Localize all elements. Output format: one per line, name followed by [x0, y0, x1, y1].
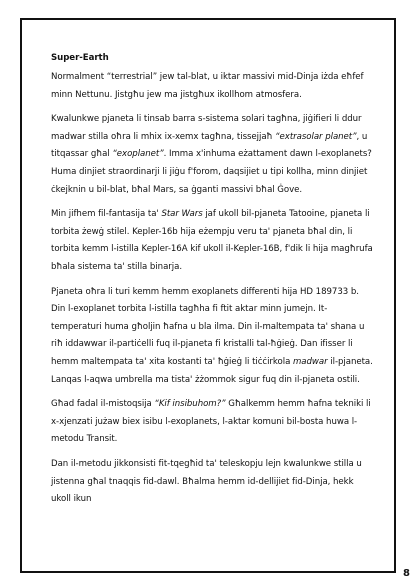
paragraph-question: [51, 396, 373, 449]
page-frame: [20, 18, 396, 573]
paragraph-definition: [51, 69, 373, 104]
paragraph-text: Normalment “terrestrial” jew tal-blat, u iktar massivi mid-Dinja iżda eħfef minn Nettunu. Jistgħu jew ma jistgħux ikollhom atmosfera.: [51, 72, 364, 100]
text-span: , u titqassar għal: [51, 131, 368, 160]
paragraph-text: Dan il-metodu jikkonsisti fit-tqegħid ta' teleskopju lejn kwalunkwe stilla u jistenna għal tnaqqis fid-dawl. Bħalma hemm id-dellijiet fid-Dinja, hekk ukoll ikun: [51, 458, 362, 505]
paragraph-star-wars: [51, 206, 373, 276]
italic-term: madwar: [292, 357, 328, 367]
paragraph-exoplanets: [51, 111, 373, 199]
paragraph-transit-method: [51, 456, 373, 509]
italic-term: “exoplanet”: [112, 149, 164, 160]
text-span: Kwalunkwe pjaneta li tinsab barra s-sistema solari tagħna, jiġifieri li ddur madwar stilla oħra li mhix ix-xemx tagħna, tissejjaħ: [51, 114, 362, 142]
page-number: 8: [403, 568, 410, 579]
text-span: il-pjaneta. Lanqas l-aqwa umbrella ma tista' żżommok sigur fuq din il-pjaneta ostili.: [51, 357, 373, 385]
text-span: Għalkemm hemm ħafna tekniki li x-xjenzati jużaw biex isibu l-exoplanets, l-aktar komuni bil-bosta huwa l-metodu Transit.: [51, 399, 371, 445]
paragraph-hd189733b: [51, 284, 373, 390]
page-content: [51, 50, 373, 516]
text-span: . Imma x'inhuma eżattament dawn l-exoplanets? Huma dinjiet straordinarji li jiġu f'forom, daqsijiet u tipi kollha, minn dinjiet ċkejknin u bil-blat, bħal Mars, sa ġganti massivi bħal Ġove.: [51, 149, 372, 195]
italic-term: “extrasolar planet”: [275, 131, 357, 142]
section-heading: Super-Earth: [51, 53, 109, 63]
italic-term: “Kif insibuhom?”: [154, 399, 226, 410]
text-span: Għad fadal il-mistoqsija: [51, 399, 155, 410]
text-span: jaf ukoll bil-pjaneta Tatooine, pjaneta li torbita żewġ stilel. Kepler-16b hija eżempju veru ta' pjaneta bħal din, li torbita kemm l-istilla Kepler-16A kif ukoll il-Kepler-16B, f'dik li hija magħrufa bħala sistema ta' stilla binarja.: [51, 209, 373, 273]
text-span: Pjaneta oħra li turi kemm hemm exoplanets differenti hija HD 189733 b. Din l-exoplanet torbita l-istilla tagħha fi ftit aktar minn jumejn. It-temperaturi huma għoljin ħafna u bla ilma. Din il-maltempata ta' shana u riħ iddawwar il-partiċelli fuq il-pjaneta fi kristalli tal-ħġieġ. Dan ifisser li hemm maltempata ta' xita kostanti ta' ħġieġ li tiċċirkola: [51, 286, 365, 367]
text-span: Min jifhem fil-fantasija ta': [51, 209, 162, 220]
italic-term: Star Wars: [161, 209, 203, 220]
